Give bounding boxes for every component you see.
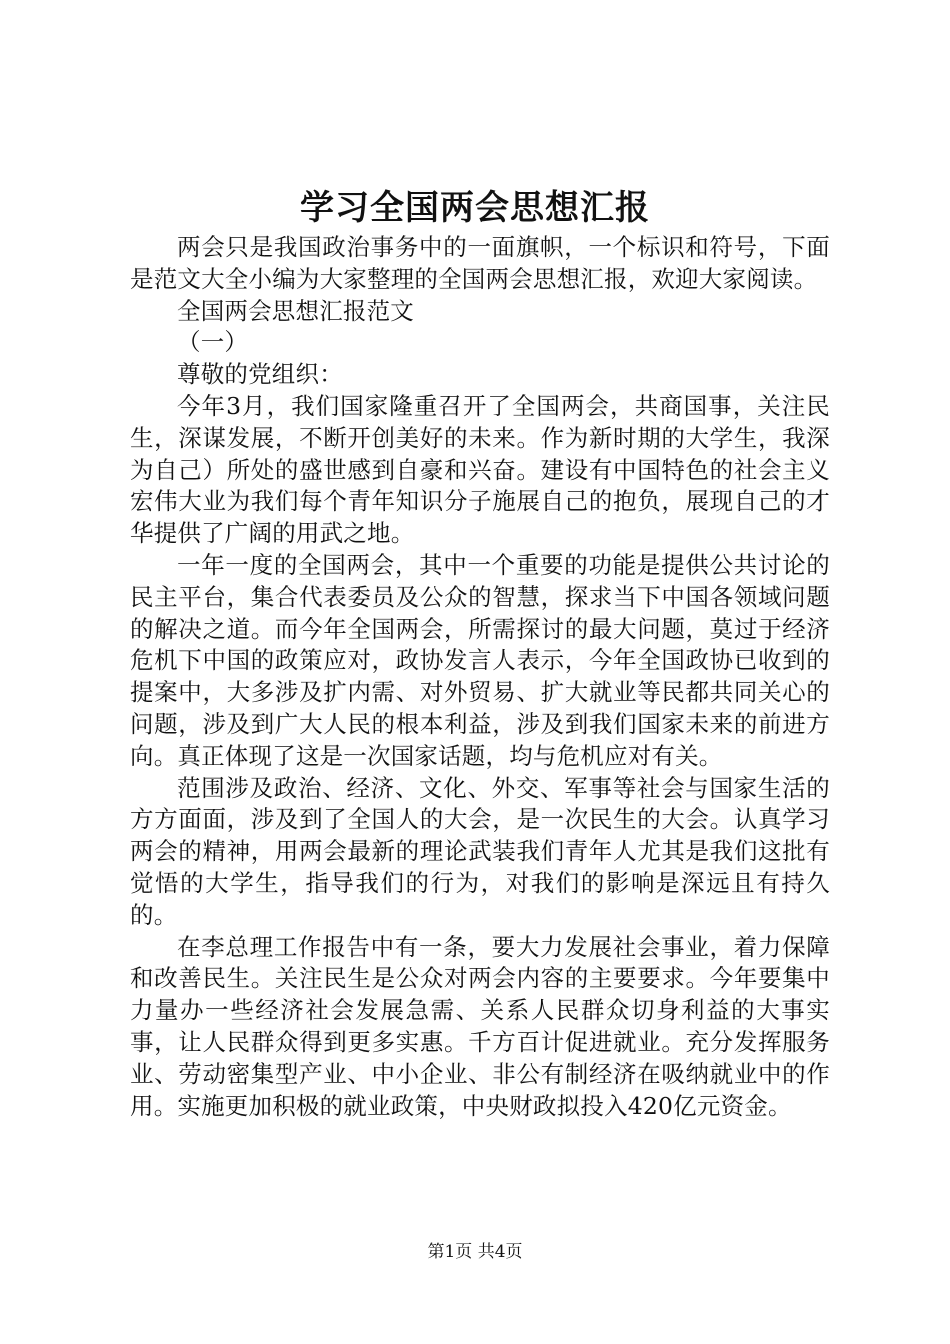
body-paragraph: 范围涉及政治、经济、文化、外交、军事等社会与国家生活的方方面面，涉及到了全国人的大会，是一次民生的大会。认真学习两会的精神，用两会最新的理论武装我们青年人尤其是我们这批有觉悟的大学生，指导我们的行为，对我们的影响是深远且有持久的。 bbox=[130, 773, 830, 929]
body-paragraph: 在李总理工作报告中有一条，要大力发展社会事业，着力保障和改善民生。关注民生是公众对两会内容的主要要求。今年要集中力量办一些经济社会发展急需、关系人民群众切身利益的大事实事，让人民群众得到更多实惠。千方百计促进就业。充分发挥服务业、劳动密集型产业、中小企业、非公有制经济在吸纳就业中的作用。实施更加积极的就业政策，中央财政拟投入420亿元资金。 bbox=[130, 932, 830, 1120]
section-heading: 全国两会思想汇报范文 bbox=[177, 296, 414, 325]
body-paragraph: 一年一度的全国两会，其中一个重要的功能是提供公共讨论的民主平台，集合代表委员及公众的智慧，探求当下中国各领域问题的解决之道。而今年全国两会，所需探讨的最大问题，莫过于经济危机下中国的政策应对，政协发言人表示，今年全国政协已收到的提案中，大多涉及扩内需、对外贸易、扩大就业等民都共同关心的问题，涉及到广大人民的根本利益，涉及到我们国家未来的前进方向。真正体现了这是一次国家话题，均与危机应对有关。 bbox=[130, 550, 830, 770]
document-body bbox=[130, 232, 830, 1122]
document-title: 学习全国两会思想汇报 bbox=[300, 188, 650, 228]
body-paragraph: 今年3月，我们国家隆重召开了全国两会，共商国事，关注民生，深谋发展，不断开创美好的未来。作为新时期的大学生，我深为自己）所处的盛世感到自豪和兴奋。建设有中国特色的社会主义宏伟大业为我们每个青年知识分子施展自己的抱负，展现自己的才华提供了广阔的用武之地。 bbox=[130, 391, 830, 548]
intro-paragraph: 两会只是我国政治事务中的一面旗帜，一个标识和符号，下面是范文大全小编为大家整理的全国两会思想汇报，欢迎大家阅读。 bbox=[130, 233, 830, 293]
page-footer: 第1页 共4页 bbox=[427, 1242, 523, 1262]
section-number: （一） bbox=[177, 328, 249, 357]
salutation: 尊敬的党组织： bbox=[177, 360, 343, 389]
